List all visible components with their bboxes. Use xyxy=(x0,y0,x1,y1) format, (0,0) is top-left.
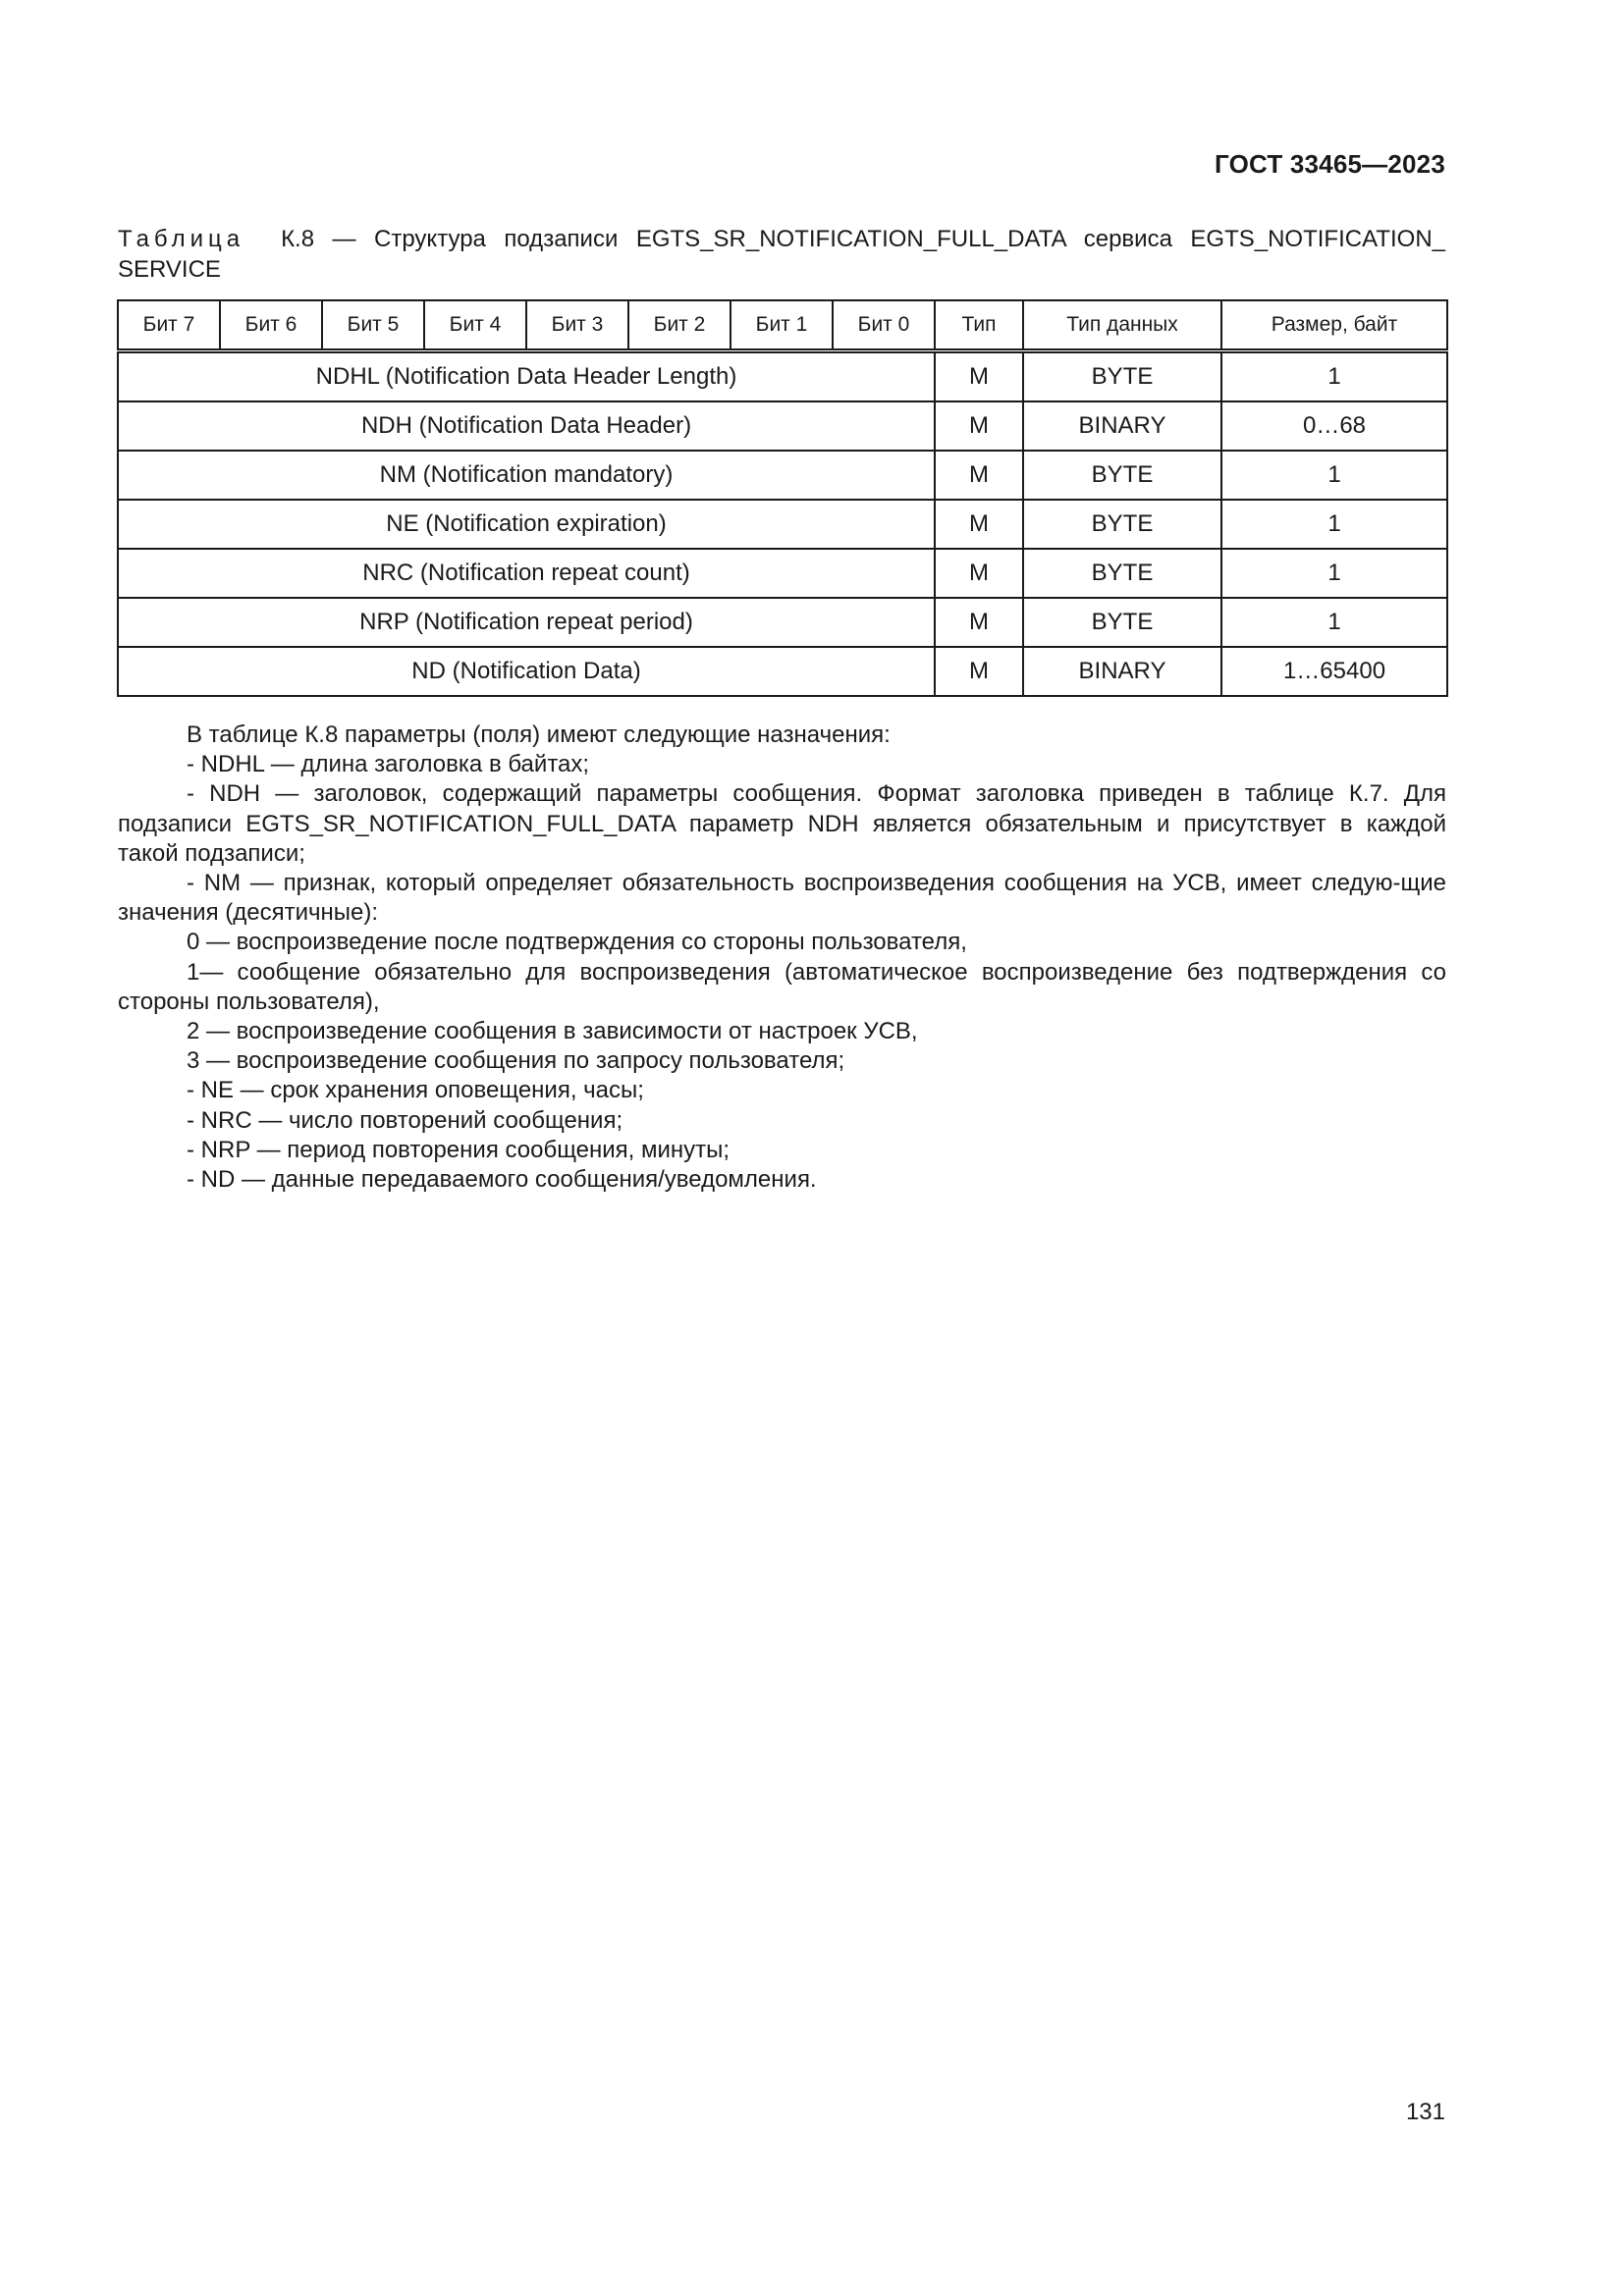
header-data-type: Тип данных xyxy=(1023,300,1221,351)
type-cell: M xyxy=(935,598,1023,647)
table-row xyxy=(118,351,1447,402)
type-cell: M xyxy=(935,451,1023,500)
header-bit-1: Бит 1 xyxy=(731,300,833,351)
paragraph: 1— сообщение обязательно для воспроизведения (автоматическое воспроизведение без подтверждения со стороны пользователя), xyxy=(118,958,1446,1015)
header-bit-6: Бит 6 xyxy=(220,300,322,351)
paragraph: - NE — срок хранения оповещения, часы; xyxy=(187,1077,644,1104)
table-row xyxy=(118,500,1447,549)
table-row xyxy=(118,451,1447,500)
size-cell: 1 xyxy=(1221,598,1447,647)
header-bit-5: Бит 5 xyxy=(322,300,424,351)
page-number: 131 xyxy=(1405,2099,1445,2125)
type-cell: M xyxy=(935,647,1023,696)
paragraph: 3 — воспроизведение сообщения по запросу пользователя; xyxy=(187,1047,845,1075)
data-type-cell: BYTE xyxy=(1023,500,1221,549)
field-name-cell: NM (Notification mandatory) xyxy=(118,451,935,500)
paragraph: В таблице К.8 параметры (поля) имеют следующие назначения: xyxy=(187,721,891,748)
table-row xyxy=(118,647,1447,696)
table-row xyxy=(118,549,1447,598)
size-cell: 1 xyxy=(1221,500,1447,549)
data-type-cell: BYTE xyxy=(1023,351,1221,402)
type-cell: M xyxy=(935,351,1023,402)
field-name-cell: NE (Notification expiration) xyxy=(118,500,935,549)
header-bit-2: Бит 2 xyxy=(628,300,731,351)
header-bit-3: Бит 3 xyxy=(526,300,628,351)
field-name-cell: NRP (Notification repeat period) xyxy=(118,598,935,647)
header-type: Тип xyxy=(935,300,1023,351)
size-cell: 1…65400 xyxy=(1221,647,1447,696)
paragraph: - NDHL — длина заголовка в байтах; xyxy=(187,751,590,778)
data-type-cell: BINARY xyxy=(1023,401,1221,451)
table-row xyxy=(118,598,1447,647)
paragraph: 0 — воспроизведение после подтверждения со стороны пользователя, xyxy=(187,929,967,956)
paragraph: - ND — данные передаваемого сообщения/уведомления. xyxy=(187,1166,817,1194)
field-name-cell: ND (Notification Data) xyxy=(118,647,935,696)
field-name-cell: NRC (Notification repeat count) xyxy=(118,549,935,598)
type-cell: M xyxy=(935,500,1023,549)
size-cell: 1 xyxy=(1221,549,1447,598)
type-cell: M xyxy=(935,401,1023,451)
header-bit-0: Бит 0 xyxy=(833,300,935,351)
data-type-cell: BINARY xyxy=(1023,647,1221,696)
size-cell: 0…68 xyxy=(1221,401,1447,451)
header-bit-4: Бит 4 xyxy=(424,300,526,351)
header-size: Размер, байт xyxy=(1221,300,1447,351)
data-type-cell: BYTE xyxy=(1023,598,1221,647)
paragraph: - NRC — число повторений сообщения; xyxy=(187,1106,623,1134)
paragraph: 2 — воспроизведение сообщения в зависимости от настроек УСВ, xyxy=(187,1018,918,1045)
field-name-cell: NDHL (Notification Data Header Length) xyxy=(118,351,935,402)
paragraph: - NRP — период повторения сообщения, минуты; xyxy=(187,1136,731,1163)
document-standard-header: ГОСТ 33465—2023 xyxy=(1215,149,1445,179)
type-cell: M xyxy=(935,549,1023,598)
header-bit-7: Бит 7 xyxy=(118,300,220,351)
size-cell: 1 xyxy=(1221,351,1447,402)
body-text xyxy=(118,721,1446,1195)
paragraph: - NM — признак, который определяет обязательность воспроизведения сообщения на УСВ, имеет следую-щие значения (десятичные): xyxy=(118,870,1446,927)
table-caption xyxy=(118,224,1445,285)
data-type-cell: BYTE xyxy=(1023,549,1221,598)
table-caption-text: К.8 — Структура подзаписи EGTS_SR_NOTIFICATION_FULL_DATA сервиса EGTS_NOTIFICATION_ SERVICE xyxy=(118,226,1445,283)
table-row xyxy=(118,401,1447,451)
table-caption-prefix: Таблица xyxy=(118,226,245,252)
subrecord-structure-table xyxy=(117,299,1448,697)
size-cell: 1 xyxy=(1221,451,1447,500)
data-type-cell: BYTE xyxy=(1023,451,1221,500)
table-header-row xyxy=(118,300,1447,351)
field-name-cell: NDH (Notification Data Header) xyxy=(118,401,935,451)
paragraph: - NDH — заголовок, содержащий параметры сообщения. Формат заголовка приведен в таблице К.7. Для подзаписи EGTS_SR_NOTIFICATION_FULL_DATA параметр NDH является обязательным и присутствует в каждой такой подзаписи; xyxy=(118,780,1446,867)
